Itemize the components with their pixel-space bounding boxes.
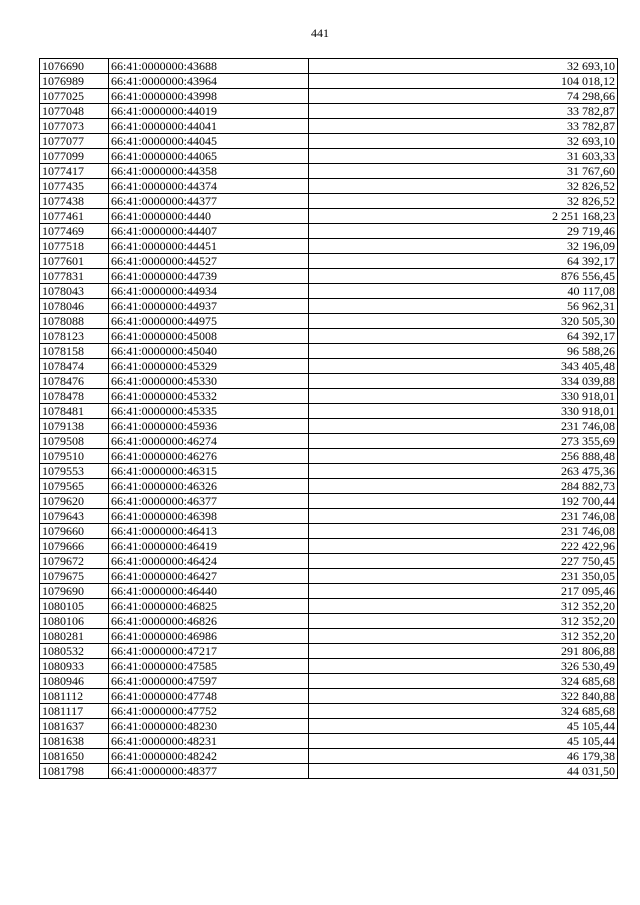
object-id-cell: 1076690 — [40, 59, 109, 74]
cadastral-number-cell: 66:41:0000000:44451 — [109, 239, 309, 254]
table-row — [40, 374, 618, 389]
cadastral-value-cell: 334 039,88 — [309, 374, 618, 389]
cadastral-number-cell: 66:41:0000000:45936 — [109, 419, 309, 434]
cadastral-value-cell: 33 782,87 — [309, 104, 618, 119]
cadastral-number-cell: 66:41:0000000:46826 — [109, 614, 309, 629]
object-id-cell: 1079643 — [40, 509, 109, 524]
table-row — [40, 284, 618, 299]
table-row — [40, 119, 618, 134]
table-row — [40, 434, 618, 449]
cadastral-value-cell: 312 352,20 — [309, 599, 618, 614]
table-row — [40, 344, 618, 359]
cadastral-number-cell: 66:41:0000000:46825 — [109, 599, 309, 614]
object-id-cell: 1078474 — [40, 359, 109, 374]
cadastral-number-cell: 66:41:0000000:43998 — [109, 89, 309, 104]
cadastral-value-cell: 217 095,46 — [309, 584, 618, 599]
table-row — [40, 89, 618, 104]
cadastral-value-cell: 96 588,26 — [309, 344, 618, 359]
object-id-cell: 1079666 — [40, 539, 109, 554]
cadastral-value-cell: 44 031,50 — [309, 764, 618, 779]
table-row — [40, 629, 618, 644]
cadastral-number-cell: 66:41:0000000:44374 — [109, 179, 309, 194]
cadastral-number-cell: 66:41:0000000:46398 — [109, 509, 309, 524]
table-row — [40, 164, 618, 179]
cadastral-value-cell: 32 826,52 — [309, 194, 618, 209]
table-row — [40, 224, 618, 239]
cadastral-value-cell: 320 505,30 — [309, 314, 618, 329]
table-row — [40, 734, 618, 749]
table-row — [40, 704, 618, 719]
table-row — [40, 449, 618, 464]
object-id-cell: 1081117 — [40, 704, 109, 719]
table-row — [40, 509, 618, 524]
table-row — [40, 479, 618, 494]
cadastral-value-cell: 876 556,45 — [309, 269, 618, 284]
cadastral-value-cell: 256 888,48 — [309, 449, 618, 464]
table-row — [40, 209, 618, 224]
cadastral-value-cell: 273 355,69 — [309, 434, 618, 449]
table-row — [40, 104, 618, 119]
cadastral-value-cell: 324 685,68 — [309, 704, 618, 719]
object-id-cell: 1079660 — [40, 524, 109, 539]
object-id-cell: 1078158 — [40, 344, 109, 359]
cadastral-value-cell: 32 196,09 — [309, 239, 618, 254]
object-id-cell: 1077077 — [40, 134, 109, 149]
cadastral-number-cell: 66:41:0000000:47752 — [109, 704, 309, 719]
object-id-cell: 1077461 — [40, 209, 109, 224]
object-id-cell: 1080946 — [40, 674, 109, 689]
object-id-cell: 1078046 — [40, 299, 109, 314]
cadastral-number-cell: 66:41:0000000:44934 — [109, 284, 309, 299]
cadastral-number-cell: 66:41:0000000:44937 — [109, 299, 309, 314]
object-id-cell: 1077469 — [40, 224, 109, 239]
object-id-cell: 1079508 — [40, 434, 109, 449]
table-row — [40, 689, 618, 704]
object-id-cell: 1079553 — [40, 464, 109, 479]
table-row — [40, 524, 618, 539]
object-id-cell: 1079690 — [40, 584, 109, 599]
cadastral-value-cell: 2 251 168,23 — [309, 209, 618, 224]
cadastral-value-cell: 31 767,60 — [309, 164, 618, 179]
object-id-cell: 1081638 — [40, 734, 109, 749]
object-id-cell: 1080532 — [40, 644, 109, 659]
cadastral-value-cell: 222 422,96 — [309, 539, 618, 554]
object-id-cell: 1077025 — [40, 89, 109, 104]
cadastral-value-cell: 231 746,08 — [309, 509, 618, 524]
cadastral-value-cell: 343 405,48 — [309, 359, 618, 374]
object-id-cell: 1080933 — [40, 659, 109, 674]
cadastral-value-cell: 74 298,66 — [309, 89, 618, 104]
table-row — [40, 554, 618, 569]
cadastral-number-cell: 66:41:0000000:44377 — [109, 194, 309, 209]
cadastral-value-cell: 291 806,88 — [309, 644, 618, 659]
cadastral-number-cell: 66:41:0000000:48377 — [109, 764, 309, 779]
table-row — [40, 419, 618, 434]
cadastral-value-cell: 104 018,12 — [309, 74, 618, 89]
cadastral-value-cell: 32 693,10 — [309, 134, 618, 149]
cadastral-number-cell: 66:41:0000000:44527 — [109, 254, 309, 269]
table-row — [40, 74, 618, 89]
cadastral-number-cell: 66:41:0000000:46274 — [109, 434, 309, 449]
page-number: 441 — [311, 26, 329, 40]
cadastral-value-cell: 231 746,08 — [309, 419, 618, 434]
cadastral-value-cell: 32 826,52 — [309, 179, 618, 194]
table-row — [40, 539, 618, 554]
table-row — [40, 389, 618, 404]
cadastral-value-cell: 284 882,73 — [309, 479, 618, 494]
cadastral-number-cell: 66:41:0000000:46413 — [109, 524, 309, 539]
object-id-cell: 1081637 — [40, 719, 109, 734]
cadastral-value-cell: 40 117,08 — [309, 284, 618, 299]
cadastral-number-cell: 66:41:0000000:46419 — [109, 539, 309, 554]
cadastral-number-cell: 66:41:0000000:45330 — [109, 374, 309, 389]
table-row — [40, 494, 618, 509]
cadastral-value-cell: 45 105,44 — [309, 734, 618, 749]
cadastral-value-cell: 231 746,08 — [309, 524, 618, 539]
object-id-cell: 1079675 — [40, 569, 109, 584]
object-id-cell: 1077099 — [40, 149, 109, 164]
cadastral-value-cell: 64 392,17 — [309, 329, 618, 344]
table-row — [40, 569, 618, 584]
object-id-cell: 1081650 — [40, 749, 109, 764]
table-row — [40, 134, 618, 149]
cadastral-number-cell: 66:41:0000000:44358 — [109, 164, 309, 179]
cadastral-number-cell: 66:41:0000000:46326 — [109, 479, 309, 494]
cadastral-value-cell: 324 685,68 — [309, 674, 618, 689]
cadastral-value-cell: 322 840,88 — [309, 689, 618, 704]
cadastral-number-cell: 66:41:0000000:47585 — [109, 659, 309, 674]
cadastral-value-cell: 326 530,49 — [309, 659, 618, 674]
cadastral-number-cell: 66:41:0000000:45008 — [109, 329, 309, 344]
table-row — [40, 149, 618, 164]
cadastral-number-cell: 66:41:0000000:46427 — [109, 569, 309, 584]
object-id-cell: 1079510 — [40, 449, 109, 464]
cadastral-value-cell: 46 179,38 — [309, 749, 618, 764]
object-id-cell: 1077601 — [40, 254, 109, 269]
cadastral-value-cell: 312 352,20 — [309, 614, 618, 629]
table-row — [40, 299, 618, 314]
cadastral-value-cell: 231 350,05 — [309, 569, 618, 584]
cadastral-number-cell: 66:41:0000000:44041 — [109, 119, 309, 134]
table-row — [40, 359, 618, 374]
cadastral-number-cell: 66:41:0000000:47597 — [109, 674, 309, 689]
cadastral-number-cell: 66:41:0000000:43688 — [109, 59, 309, 74]
object-id-cell: 1077048 — [40, 104, 109, 119]
object-id-cell: 1081112 — [40, 689, 109, 704]
object-id-cell: 1078481 — [40, 404, 109, 419]
cadastral-number-cell: 66:41:0000000:44045 — [109, 134, 309, 149]
cadastral-number-cell: 66:41:0000000:46377 — [109, 494, 309, 509]
cadastral-number-cell: 66:41:0000000:47217 — [109, 644, 309, 659]
cadastral-value-cell: 32 693,10 — [309, 59, 618, 74]
object-id-cell: 1080106 — [40, 614, 109, 629]
cadastral-number-cell: 66:41:0000000:44407 — [109, 224, 309, 239]
table-row — [40, 194, 618, 209]
table-row — [40, 464, 618, 479]
object-id-cell: 1077831 — [40, 269, 109, 284]
cadastral-number-cell: 66:41:0000000:43964 — [109, 74, 309, 89]
cadastral-number-cell: 66:41:0000000:44975 — [109, 314, 309, 329]
table-row — [40, 239, 618, 254]
cadastral-value-cell: 330 918,01 — [309, 389, 618, 404]
object-id-cell: 1077438 — [40, 194, 109, 209]
cadastral-number-cell: 66:41:0000000:45040 — [109, 344, 309, 359]
cadastral-value-cell: 56 962,31 — [309, 299, 618, 314]
table-row — [40, 749, 618, 764]
object-id-cell: 1078088 — [40, 314, 109, 329]
object-id-cell: 1076989 — [40, 74, 109, 89]
cadastral-value-cell: 330 918,01 — [309, 404, 618, 419]
object-id-cell: 1078478 — [40, 389, 109, 404]
table-row — [40, 599, 618, 614]
cadastral-value-table — [39, 58, 618, 779]
cadastral-value-cell: 192 700,44 — [309, 494, 618, 509]
object-id-cell: 1080281 — [40, 629, 109, 644]
cadastral-value-cell: 312 352,20 — [309, 629, 618, 644]
cadastral-number-cell: 66:41:0000000:46986 — [109, 629, 309, 644]
table-row — [40, 674, 618, 689]
object-id-cell: 1078476 — [40, 374, 109, 389]
cadastral-number-cell: 66:41:0000000:46315 — [109, 464, 309, 479]
cadastral-value-cell: 227 750,45 — [309, 554, 618, 569]
table-row — [40, 719, 618, 734]
object-id-cell: 1081798 — [40, 764, 109, 779]
object-id-cell: 1078043 — [40, 284, 109, 299]
cadastral-number-cell: 66:41:0000000:45335 — [109, 404, 309, 419]
cadastral-number-cell: 66:41:0000000:46276 — [109, 449, 309, 464]
cadastral-value-cell: 33 782,87 — [309, 119, 618, 134]
cadastral-number-cell: 66:41:0000000:48242 — [109, 749, 309, 764]
table-row — [40, 269, 618, 284]
table-row — [40, 659, 618, 674]
table-row — [40, 614, 618, 629]
cadastral-number-cell: 66:41:0000000:48231 — [109, 734, 309, 749]
table-row — [40, 644, 618, 659]
table-body — [40, 59, 618, 779]
table-row — [40, 764, 618, 779]
table-row — [40, 59, 618, 74]
object-id-cell: 1077518 — [40, 239, 109, 254]
object-id-cell: 1079565 — [40, 479, 109, 494]
cadastral-number-cell: 66:41:0000000:48230 — [109, 719, 309, 734]
table-row — [40, 179, 618, 194]
object-id-cell: 1079620 — [40, 494, 109, 509]
table-row — [40, 314, 618, 329]
table-row — [40, 404, 618, 419]
cadastral-number-cell: 66:41:0000000:45329 — [109, 359, 309, 374]
object-id-cell: 1079672 — [40, 554, 109, 569]
table-row — [40, 329, 618, 344]
cadastral-number-cell: 66:41:0000000:47748 — [109, 689, 309, 704]
cadastral-number-cell: 66:41:0000000:46424 — [109, 554, 309, 569]
cadastral-value-cell: 45 105,44 — [309, 719, 618, 734]
cadastral-number-cell: 66:41:0000000:4440 — [109, 209, 309, 224]
cadastral-value-cell: 29 719,46 — [309, 224, 618, 239]
object-id-cell: 1078123 — [40, 329, 109, 344]
cadastral-value-cell: 31 603,33 — [309, 149, 618, 164]
cadastral-number-cell: 66:41:0000000:44019 — [109, 104, 309, 119]
cadastral-value-cell: 263 475,36 — [309, 464, 618, 479]
cadastral-number-cell: 66:41:0000000:44065 — [109, 149, 309, 164]
table-row — [40, 254, 618, 269]
cadastral-value-cell: 64 392,17 — [309, 254, 618, 269]
object-id-cell: 1077435 — [40, 179, 109, 194]
cadastral-number-cell: 66:41:0000000:44739 — [109, 269, 309, 284]
object-id-cell: 1080105 — [40, 599, 109, 614]
object-id-cell: 1079138 — [40, 419, 109, 434]
object-id-cell: 1077417 — [40, 164, 109, 179]
cadastral-number-cell: 66:41:0000000:46440 — [109, 584, 309, 599]
object-id-cell: 1077073 — [40, 119, 109, 134]
table-row — [40, 584, 618, 599]
cadastral-number-cell: 66:41:0000000:45332 — [109, 389, 309, 404]
